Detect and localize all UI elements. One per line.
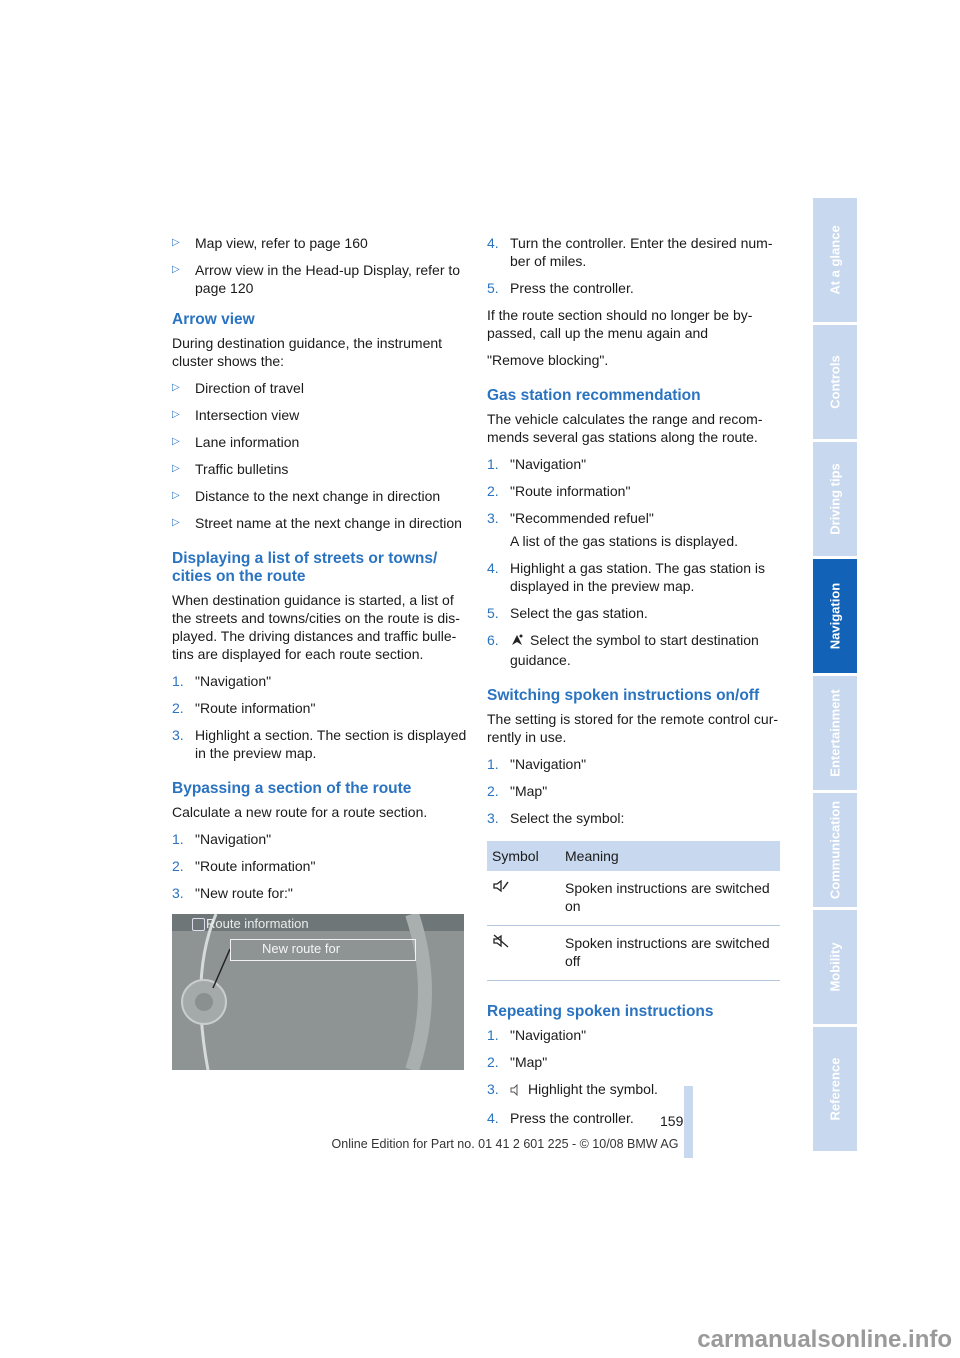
paragraph: Calculate a new route for a route section. — [172, 804, 428, 820]
bullet-icon: ▷ — [172, 237, 180, 248]
tab-entertainment[interactable]: Entertainment — [813, 676, 857, 790]
section-heading: Bypassing a section of the route — [172, 780, 412, 797]
tab-controls[interactable]: Controls — [813, 325, 857, 439]
section-heading: Arrow view — [172, 311, 255, 328]
step-item: 4. Turn the controller. Enter the desired num-ber of miles. — [487, 235, 773, 269]
page-number: 159 — [660, 1113, 684, 1129]
paragraph: During destination guidance, the instrument cluster shows the: — [172, 335, 443, 369]
paragraph: "Remove blocking". — [487, 352, 609, 368]
section-heading: Repeating spoken instructions — [487, 1003, 714, 1020]
bullet-icon: ▷ — [172, 436, 180, 447]
speaker-off-icon — [492, 935, 510, 951]
list-item: ▷ Intersection view — [172, 407, 300, 423]
step-item: 3. Highlight the symbol. — [487, 1080, 782, 1100]
tab-navigation[interactable]: Navigation — [813, 559, 857, 673]
step-item: 5. Press the controller. — [487, 280, 634, 296]
table-header-meaning: Meaning — [560, 841, 780, 871]
step-item: 2. "Route information" — [172, 700, 316, 716]
paragraph: The vehicle calculates the range and recom-mends several gas stations along the route. — [487, 411, 763, 445]
section-heading: Gas station recommendation — [487, 387, 701, 404]
paragraph: If the route section should no longer be by-passed, call up the menu again and — [487, 307, 753, 341]
tab-at-a-glance[interactable]: At a glance — [813, 198, 857, 322]
bullet-icon: ▷ — [172, 517, 180, 528]
speaker-icon — [510, 1082, 522, 1100]
list-item: ▷ Street name at the next change in direction — [172, 515, 462, 531]
step-item: 3. Highlight a section. The section is displayed in the preview map. — [172, 727, 467, 761]
step-item: 3. "Recommended refuel" — [487, 510, 654, 526]
tab-reference[interactable]: Reference — [813, 1027, 857, 1151]
table-header-symbol: Symbol — [487, 841, 560, 871]
controller-graphic — [172, 914, 464, 1070]
destination-guidance-icon — [510, 633, 524, 651]
bullet-icon: ▷ — [172, 264, 180, 275]
bullet-icon: ▷ — [172, 463, 180, 474]
bullet-icon: ▷ — [172, 382, 180, 393]
step-item: 2. "Map" — [487, 1054, 548, 1070]
list-item: ▷ Arrow view in the Head-up Display, refer to page 120 — [172, 262, 461, 296]
table-row: Spoken instructions are switched on — [487, 871, 780, 926]
step-item: 4. Highlight a gas station. The gas station is displayed in the preview map. — [487, 560, 766, 594]
list-item: ▷ Map view, refer to page 160 — [172, 235, 368, 251]
table-row: Spoken instructions are switched off — [487, 926, 780, 981]
section-heading: Switching spoken instructions on/off — [487, 687, 760, 704]
step-item: 1. "Navigation" — [487, 456, 587, 472]
section-heading: Displaying a list of streets or towns/ cities on the route — [172, 550, 438, 585]
bullet-icon: ▷ — [172, 490, 180, 501]
tab-mobility[interactable]: Mobility — [813, 910, 857, 1024]
list-item: ▷ Direction of travel — [172, 380, 304, 396]
route-icon — [192, 918, 205, 931]
step-item: 6. Select the symbol to start destination guidance. — [487, 632, 759, 668]
step-item: 5. Select the gas station. — [487, 605, 648, 621]
speaker-on-icon — [492, 880, 510, 896]
idrive-screenshot — [172, 914, 464, 1070]
chapter-tabs — [813, 198, 857, 1154]
footer: Online Edition for Part no. 01 41 2 601 225 - © 10/08 BMW AG — [331, 1137, 679, 1151]
step-item: 2. "Route information" — [487, 483, 631, 499]
bullet-icon: ▷ — [172, 409, 180, 420]
symbol-table — [487, 841, 780, 981]
left-column — [172, 234, 467, 911]
tab-communication[interactable]: Communication — [813, 793, 857, 907]
step-item: 1. "Navigation" — [487, 1027, 587, 1043]
watermark: carmanualsonline.info — [697, 1326, 952, 1353]
step-item: 1. "Navigation" — [487, 756, 587, 772]
list-item: ▷ Distance to the next change in direction — [172, 488, 441, 504]
tab-driving-tips[interactable]: Driving tips — [813, 442, 857, 556]
menu-item-label: New route for — [262, 941, 341, 956]
step-item: 4. Press the controller. — [487, 1110, 634, 1126]
step-item: 1. "Navigation" — [172, 673, 272, 689]
right-column — [487, 234, 782, 1136]
step-item: 3. Select the symbol: — [487, 810, 625, 826]
paragraph: When destination guidance is started, a list of the streets and towns/cities on the route is dis-played. The driving distances and traffic bulle-tins are displayed for each route section. — [172, 592, 460, 662]
screenshot-title: Route information — [206, 916, 309, 931]
step-item: 2. "Route information" — [172, 858, 316, 874]
step-item: 2. "Map" — [487, 783, 548, 799]
step-item: 1. "Navigation" — [172, 831, 272, 847]
step-item: 3. "New route for:" — [172, 885, 293, 901]
list-item: ▷ Traffic bulletins — [172, 461, 289, 477]
list-item: ▷ Lane information — [172, 434, 300, 450]
step-note: A list of the gas stations is displayed. — [510, 533, 739, 549]
paragraph: The setting is stored for the remote control cur-rently in use. — [487, 711, 779, 745]
